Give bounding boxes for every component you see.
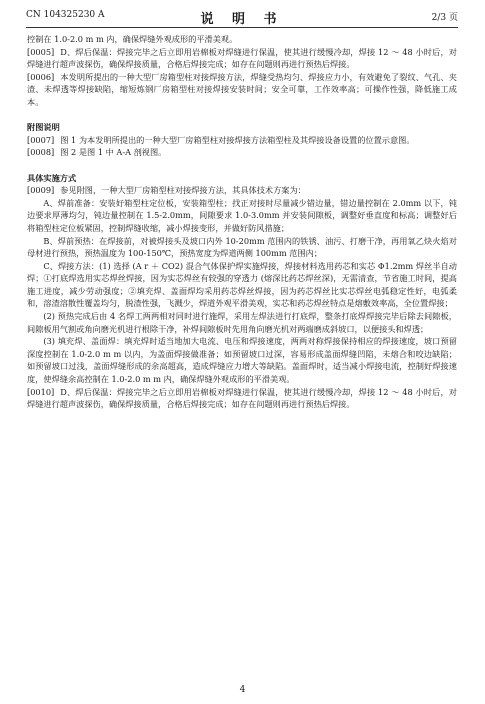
section-heading-figures: 附图说明 (27, 122, 60, 133)
paragraph-0009 (27, 184, 457, 197)
paragraph-number: [0008] (27, 147, 55, 158)
page-number: 4 (239, 685, 246, 695)
patent-number: CN 104325230 A (26, 10, 105, 20)
paragraph-text: 参见附图，一种大型厂房箱型柱对接焊接方法，其具体技术方案为： (60, 185, 306, 196)
paragraph-text: D、焊后保温：焊接完毕之后立即用岩棉板对焊缝进行保温，使其进行缓慢冷却，焊接 12 ～ 48 小时后，对焊缝进行超声波探伤，确保焊接质量，合格后焊接完成；如存在问题则再进行预热后焊接。 (27, 46, 457, 70)
paragraph-text: 图 2 是图 1 中 A-A 剖视图。 (60, 147, 167, 158)
section-heading-embodiment: 具体实施方式 (27, 172, 77, 183)
paragraph-continued: 控制在 1.0-2.0 m m 内，确保焊缝外观成形的平滑美观。 (27, 34, 238, 44)
paragraph-text: 本发明所提出的一种大型厂房箱型柱对接焊接方法，焊缝受热均匀、焊接应力小，有效避免了裂纹、气孔、夹渣、未焊透等焊接缺陷，缩短炼钢厂房箱型柱对接焊接安装时间；安全可靠，工作效率高；可操作性强，降低施工成本。 (27, 71, 457, 107)
paragraph-number: [0005] (27, 46, 55, 57)
document-title: 说 明 书 (200, 12, 284, 27)
paragraph-number: [0006] (27, 71, 55, 82)
spacer (27, 159, 457, 172)
document-body (27, 33, 457, 411)
paragraph-0005 (27, 46, 457, 71)
spacer (27, 109, 457, 122)
page-header (26, 8, 458, 26)
paragraph-text: D、焊后保温：焊接完毕之后立即用岩棉板对焊缝进行保温，使其进行缓慢冷却，焊接 12 ～ 48 小时后，对焊缝进行超声波探伤，确保焊接质量，合格后焊接完成；如存在问题则再进行预热后焊接。 (27, 386, 457, 410)
paragraph-0006 (27, 71, 457, 109)
step-a-preparation: A、焊前准备：安装好箱型柱定位板，安装箱型柱；找正对接时尽量减少错边量，错边量控制在 2.0mm 以下，钝边要求厚薄均匀，钝边量控制在 1.5-2.0mm，间隙要求 1.0-3.0mm 并安装间隙板，调整好垂直度和标高；调整好后将箱型柱定位板紧固，控制焊缝收缩，减小焊接变形，并做好防风措施； (27, 197, 457, 233)
paragraph-0008 (27, 146, 457, 159)
page-indicator: 2/3 页 (431, 13, 458, 23)
paragraph-number: [0009] (27, 185, 55, 196)
paragraph-number: [0007] (27, 134, 55, 145)
step-c-welding-method: C、焊接方法：(1) 选择 (A r ＋ CO2) 混合气体保护焊实施焊接，焊接材料选用药芯和实芯 Φ1.2mm 焊丝半自动焊；①打底焊选用实芯焊丝焊接，因为实芯焊丝有较强的穿透力 (熔深比药芯焊丝深)，无需清查，节省施工时间，提高施工进度，减少劳动强度；②填充焊、盖面焊均采用药芯焊丝焊接，因为药芯焊丝比实芯焊丝电弧稳定性好，电弧柔和，溶渣溶散性覆盖均匀，脱渣性强，飞溅少，焊道外观平滑美观，实芯和药芯焊丝特点是熔敷效率高，全位置焊接； (27, 260, 457, 309)
step-c-3: (3) 填充焊、盖面焊：填充焊时适当地加大电流、电压和焊接速度，两两对称焊接保持相应的焊接速度，坡口预留深度控制在 1.0-2.0 m m 以内，为盖面焊接做准备；如预留坡口过深，容易形成盖面焊缝凹陷，未熔合和咬边缺陷；如预留坡口过浅，盖面焊缝形成的余高超高，造成焊缝应力增大等缺陷。盖面焊时，适当减小焊接电流，控制好焊接速度，使焊缝余高控制在 1.0-2.0 m m 内，确保焊缝外观成形的平滑美观。 (27, 336, 457, 385)
paragraph-text: 图 1 为本发明所提出的一种大型厂房箱型柱对接焊接方法箱型柱及其焊接设备设置的位置示意图。 (60, 134, 415, 145)
header-rule (26, 27, 458, 28)
step-c-2: (2) 预热完成后由 4 名焊工两两相对同时进行施焊，采用左焊法进行打底焊，整条打底焊焊接完毕后除去间隙板，间隙板用气割或角向磨光机进行根除干净，补焊间隙板时先用角向磨光机对两端磨成斜坡口，以便接头和焊透； (27, 311, 457, 334)
paragraph-number: [0010] (27, 386, 55, 397)
paragraph-0007 (27, 134, 457, 147)
paragraph-0010 (27, 386, 457, 411)
step-b-preheat: B、焊前预热：在焊接前，对被焊接头及坡口内外 10-20mm 范围内的铁锈、油污、打磨干净，再用氧乙炔火焰对母材进行预热，预热温度为 100-150℃，预热宽度为焊道两侧 100mm 范围内； (27, 235, 457, 259)
